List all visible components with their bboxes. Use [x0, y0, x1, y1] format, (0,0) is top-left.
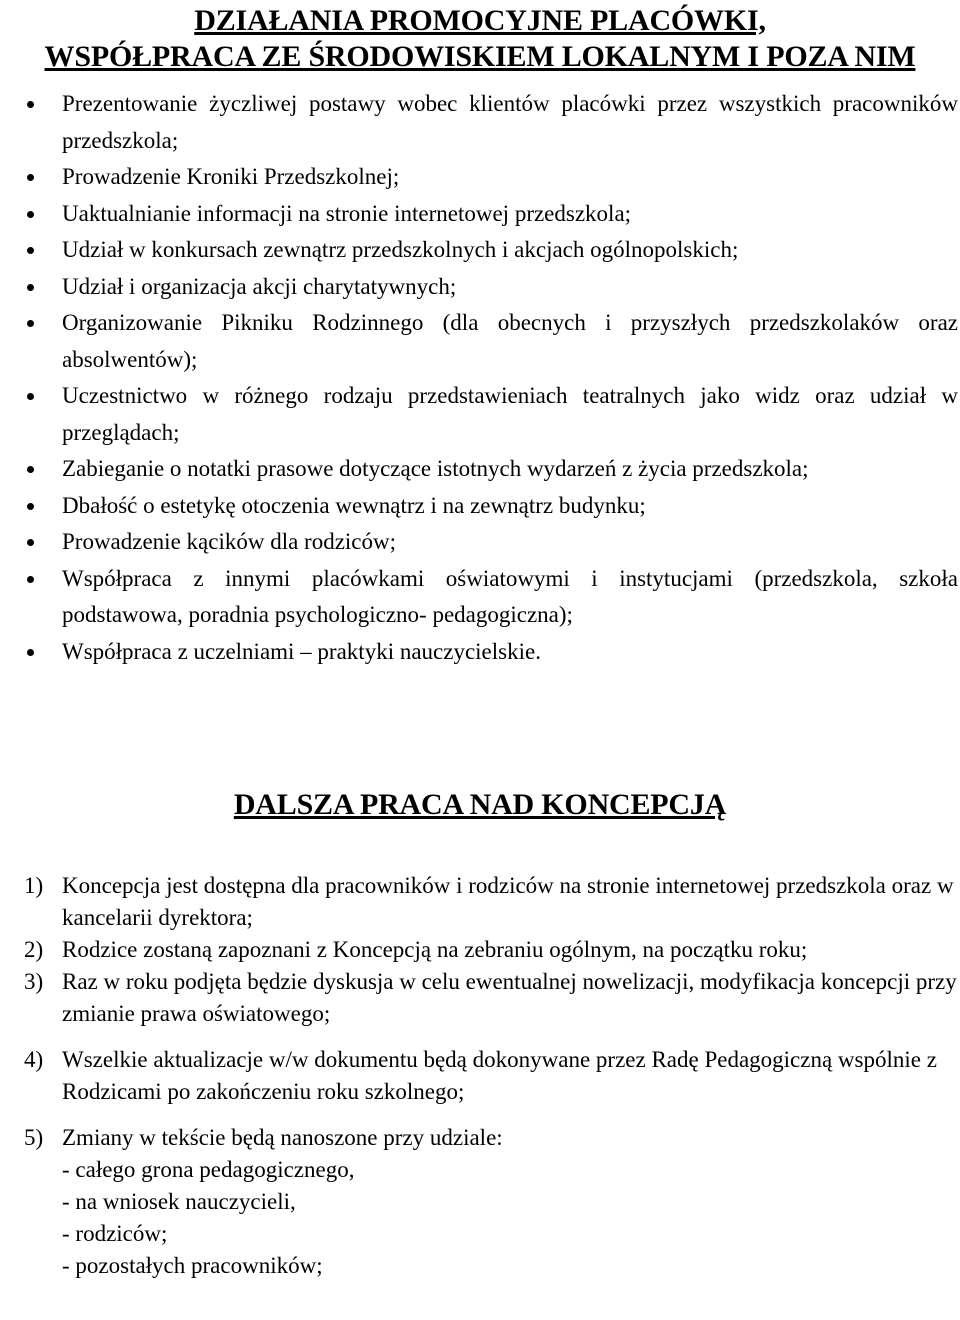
list-item-text: Udział i organizacja akcji charytatywnych;	[62, 273, 457, 299]
sub-item: - na wniosek nauczycieli,	[62, 1189, 296, 1214]
list-item	[0, 634, 958, 671]
section1-title-line1: DZIAŁANIA PROMOCYJNE PLACÓWKI,	[194, 4, 766, 37]
list-item-text: Prezentowanie życzliwej postawy wobec klientów placówki przez wszystkich pracowników przedszkola;	[62, 91, 958, 153]
promotion-bullet-list	[0, 86, 958, 670]
list-item	[0, 196, 958, 233]
bullet-icon	[27, 576, 34, 583]
list-item-text: Uczestnictwo w różnego rodzaju przedstawieniach teatralnych jako widz oraz udział w przeglądach;	[62, 383, 958, 445]
sub-item: - rodziców;	[62, 1221, 168, 1246]
list-item-text: Uaktualnianie informacji na stronie internetowej przedszkola;	[62, 200, 632, 226]
list-item-text: Dbałość o estetykę otoczenia wewnątrz i na zewnątrz budynku;	[62, 492, 646, 518]
list-item	[0, 305, 958, 378]
list-item-text: Udział w konkursach zewnątrz przedszkolnych i akcjach ogólnopolskich;	[62, 237, 739, 262]
list-item-text: Współpraca z innymi placówkami oświatowymi i instytucjami (przedszkola, szkoła podstawowa, poradnia psychologiczno- pedagogiczna);	[62, 565, 958, 627]
list-item	[0, 378, 958, 451]
list-item	[0, 159, 958, 196]
list-item-number: 4)	[24, 1047, 44, 1072]
section1-title-line2: WSPÓŁPRACA ZE ŚRODOWISKIEM LOKALNYM I POZA NIM	[44, 40, 916, 73]
list-item-number: 3)	[24, 969, 44, 994]
list-item	[0, 561, 958, 634]
list-item-text: Zmiany w tekście będą nanoszone przy udziale:	[62, 1125, 503, 1150]
bullet-icon	[27, 101, 34, 108]
section1-header	[0, 4, 960, 76]
bullet-icon	[27, 174, 34, 181]
list-item-number: 2)	[24, 937, 44, 962]
list-item-text: Wszelkie aktualizacje w/w dokumentu będą dokonywane przez Radę Pedagogiczną wspólnie z Rodzicami po zakończeniu roku szkolnego;	[62, 1047, 937, 1104]
list-item-number: 1)	[24, 873, 44, 898]
list-item-number: 5)	[24, 1125, 44, 1150]
list-item-text: Organizowanie Pikniku Rodzinnego (dla obecnych i przyszłych przedszkolaków oraz absolwentów);	[62, 310, 958, 372]
list-item-text: Rodzice zostaną zapoznani z Koncepcją na zebraniu ogólnym, na początku roku;	[62, 937, 808, 962]
bullet-icon	[27, 211, 34, 218]
bullet-icon	[27, 393, 34, 400]
list-item-text: Koncepcja jest dostępna dla pracowników i rodziców na stronie internetowej przedszkola oraz w kancelarii dyrektora;	[62, 873, 954, 930]
bullet-icon	[27, 247, 34, 254]
list-item	[0, 966, 958, 1030]
list-item-text: Prowadzenie Kroniki Przedszkolnej;	[62, 164, 400, 189]
bullet-icon	[27, 503, 34, 510]
list-item	[0, 269, 958, 306]
list-item	[0, 451, 958, 488]
concept-numbered-list	[0, 870, 958, 1282]
list-item	[0, 1122, 958, 1282]
section2-header	[0, 788, 960, 822]
list-item	[0, 86, 958, 159]
list-item-text: Prowadzenie kącików dla rodziców;	[62, 529, 397, 554]
list-item	[0, 870, 958, 934]
list-item	[0, 934, 958, 966]
list-item	[0, 1044, 958, 1108]
list-item	[0, 232, 958, 269]
section2-title: DALSZA PRACA NAD KONCEPCJĄ	[233, 788, 727, 821]
list-item	[0, 524, 958, 561]
bullet-icon	[27, 539, 34, 546]
list-item	[0, 488, 958, 525]
list-item-text: Raz w roku podjęta będzie dyskusja w celu ewentualnej nowelizacji, modyfikacja koncepcji przy zmianie prawa oświatowego;	[62, 969, 957, 1026]
bullet-icon	[27, 466, 34, 473]
list-item-text: Współpraca z uczelniami – praktyki nauczycielskie.	[62, 638, 541, 664]
bullet-icon	[27, 649, 34, 656]
list-item-text: Zabieganie o notatki prasowe dotyczące istotnych wydarzeń z życia przedszkola;	[62, 456, 809, 481]
sub-item: - pozostałych pracowników;	[62, 1253, 323, 1278]
bullet-icon	[27, 284, 34, 291]
bullet-icon	[27, 320, 34, 327]
sub-item: - całego grona pedagogicznego,	[62, 1157, 355, 1182]
